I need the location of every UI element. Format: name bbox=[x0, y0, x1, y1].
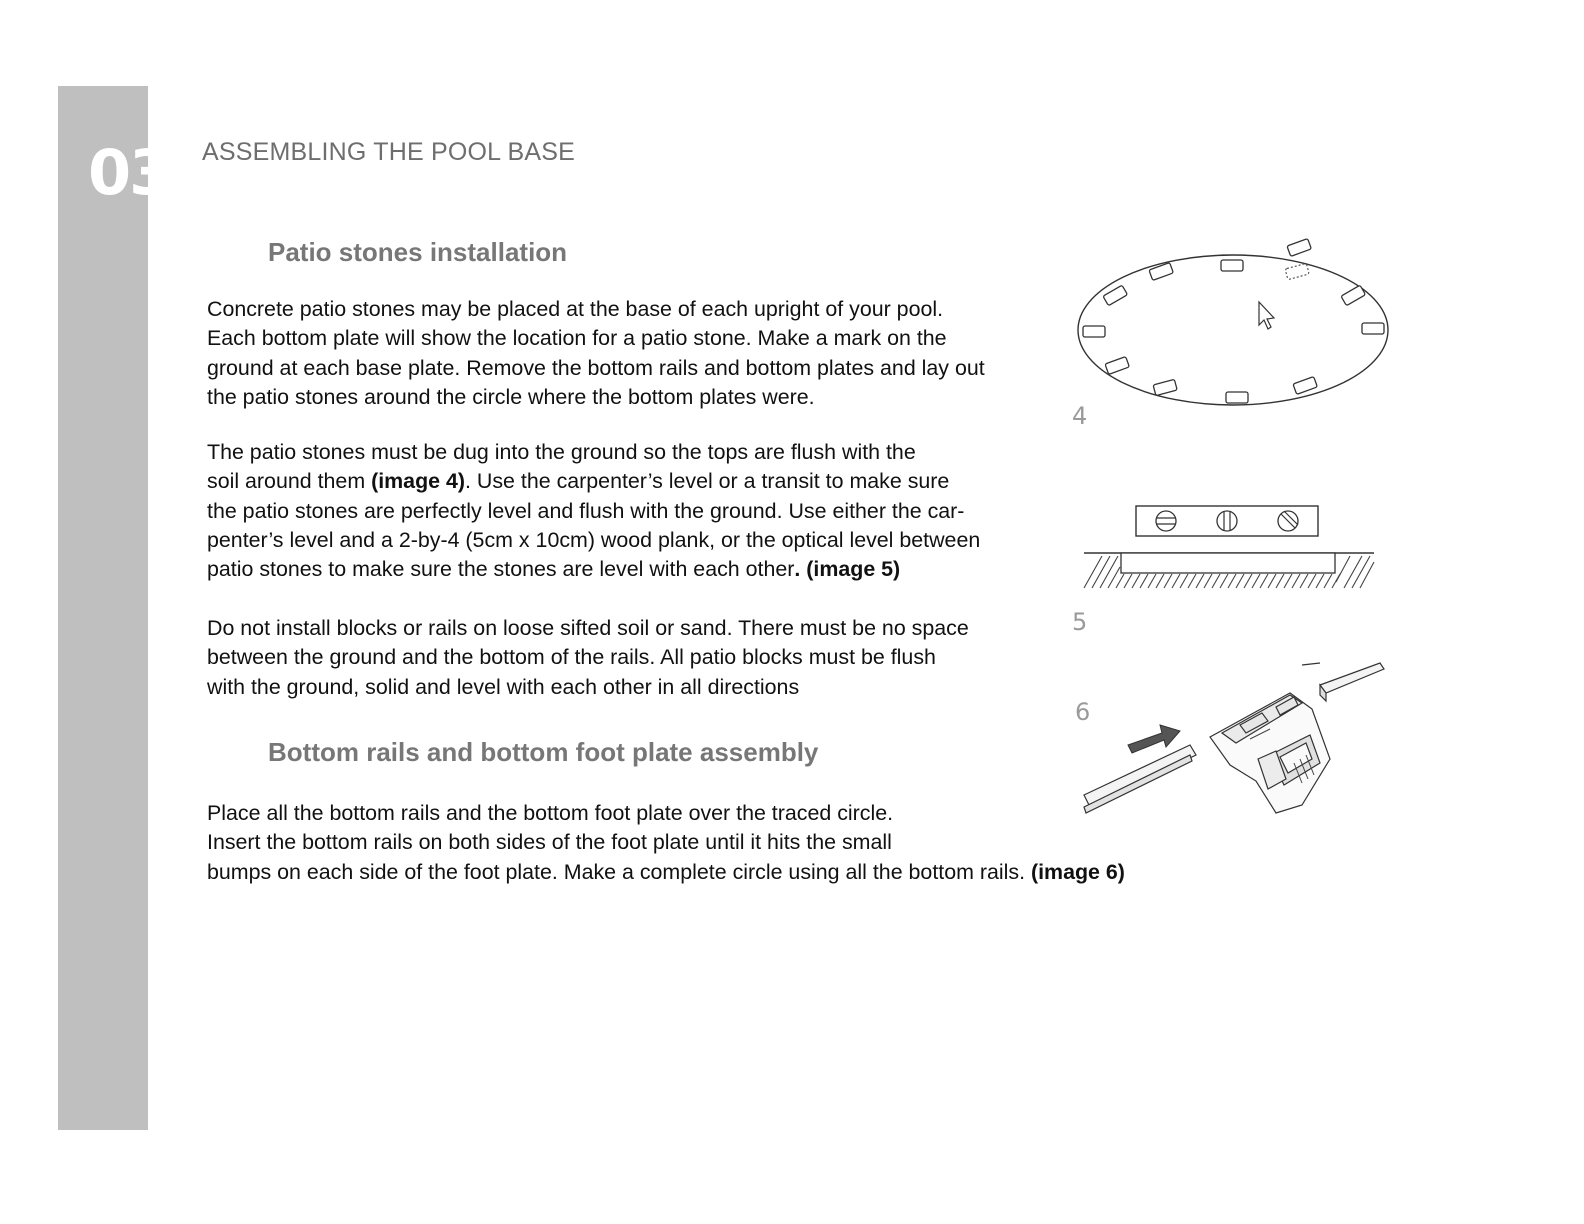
text-line: the patio stones are perfectly level and flush with the ground. Use either the car- bbox=[207, 498, 965, 523]
paragraph-bottom-rails bbox=[207, 799, 1125, 887]
text-segment: soil around them bbox=[207, 469, 372, 494]
text-segment: bumps on each side of the foot plate. Make a complete circle using all the bottom rails. bbox=[207, 859, 1031, 884]
text-line: The patio stones must be dug into the ground so the tops are flush with the bbox=[207, 440, 916, 464]
text-line: the patio stones around the circle where the bottom plates were. bbox=[207, 384, 815, 409]
image-reference: (image 6) bbox=[1030, 859, 1125, 884]
chapter-sidebar bbox=[58, 86, 171, 1130]
page-title: ASSEMBLING THE POOL BASE bbox=[202, 138, 575, 166]
carpenters-level-diagram bbox=[1080, 500, 1380, 600]
text-line bbox=[207, 555, 980, 584]
text-line: with the ground, solid and level with each other in all directions bbox=[207, 674, 800, 699]
text-line: between the ground and the bottom of the rails. All patio blocks must be flush bbox=[207, 645, 936, 670]
chapter-number: 03 bbox=[88, 136, 171, 209]
figure-4-label: 4 bbox=[1072, 402, 1088, 430]
figure-6-label: 6 bbox=[1075, 698, 1091, 726]
image-reference: . (image 5) bbox=[794, 557, 901, 582]
paragraph-patio-leveling bbox=[207, 438, 980, 584]
heading-bottom-rails: Bottom rails and bottom foot plate assembly bbox=[268, 737, 819, 767]
patio-stones-circle-diagram bbox=[1070, 232, 1400, 412]
image-reference: (image 4) bbox=[371, 469, 466, 494]
text-line: Concrete patio stones may be placed at the base of each upright of your pool. bbox=[207, 297, 944, 321]
text-line: Insert the bottom rails on both sides of the foot plate until it hits the small bbox=[207, 830, 892, 855]
text-line bbox=[207, 858, 1125, 887]
text-line: ground at each base plate. Remove the bottom rails and bottom plates and lay out bbox=[207, 355, 985, 380]
figure-5-label: 5 bbox=[1072, 608, 1088, 636]
paragraph-soil-warning bbox=[207, 614, 969, 702]
text-line: Do not install blocks or rails on loose sifted soil or sand. There must be no space bbox=[207, 616, 969, 640]
paragraph-patio-intro bbox=[207, 295, 985, 412]
text-segment: . Use the carpenter’s level or a transit to make sure bbox=[465, 469, 950, 494]
text-line: Place all the bottom rails and the bottom foot plate over the traced circle. bbox=[207, 801, 894, 825]
heading-patio-stones: Patio stones installation bbox=[268, 237, 568, 267]
text-line bbox=[207, 467, 980, 496]
text-segment: patio stones to make sure the stones are level with each other bbox=[207, 557, 795, 582]
rail-foot-plate-diagram bbox=[1080, 655, 1390, 820]
text-line: penter’s level and a 2-by-4 (5cm x 10cm) wood plank, or the optical level between bbox=[207, 527, 981, 552]
text-line: Each bottom plate will show the location for a patio stone. Make a mark on the bbox=[207, 326, 947, 351]
